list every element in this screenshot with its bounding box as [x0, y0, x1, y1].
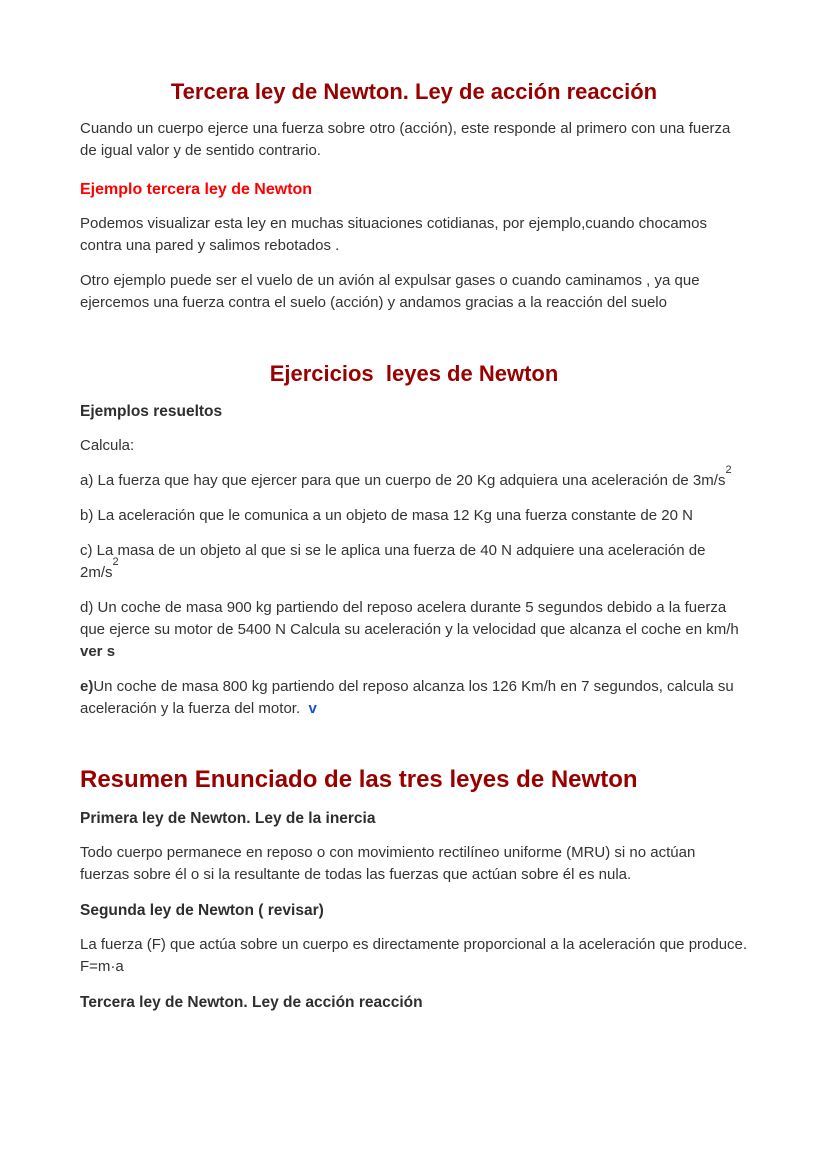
exercise-c-text: c) La masa de un objeto al que si se le aplica una fuerza de 40 N adquiere una aceleración de 2m/s [80, 542, 710, 581]
third-law-heading: Tercera ley de Newton. Ley de acción reacción [80, 994, 423, 1011]
exercise-item-a [80, 464, 748, 492]
summary-title: Resumen Enunciado de las tres leyes de Newton [80, 766, 638, 793]
exercise-item-e [80, 676, 748, 720]
see-solution-link-e[interactable]: v [308, 700, 317, 717]
exercise-item-b: b) La aceleración que le comunica a un objeto de masa 12 Kg una fuerza constante de 20 N [80, 507, 693, 524]
first-law-paragraph: Todo cuerpo permanece en reposo o con movimiento rectilíneo uniforme (MRU) si no actúan fuerzas sobre él o si la resultante de todas las fuerzas que actúan sobre él es nula. [80, 844, 700, 883]
main-title: Tercera ley de Newton. Ley de acción reacción [170, 79, 658, 104]
superscript-exponent: 2 [725, 464, 732, 476]
see-solution-link-d[interactable]: ver s [80, 643, 116, 660]
example-paragraph-1: Podemos visualizar esta ley en muchas situaciones cotidianas, por ejemplo,cuando chocamos contra una pared y salimos rebotados . [80, 215, 712, 254]
first-law-heading: Primera ley de Newton. Ley de la inercia [80, 810, 376, 827]
example-paragraph-2: Otro ejemplo puede ser el vuelo de un avión al expulsar gases o cuando caminamos , ya que ejercemos una fuerza contra el suelo (acción) y andamos gracias a la reacción del suelo [80, 272, 704, 311]
second-law-paragraph: La fuerza (F) que actúa sobre un cuerpo es directamente proporcional a la aceleración que produce. F=m·a [80, 936, 752, 975]
exercise-e-label: e) [80, 678, 94, 695]
superscript-exponent: 2 [112, 556, 119, 568]
intro-paragraph: Cuando un cuerpo ejerce una fuerza sobre otro (acción), este responde al primero con una fuerza de igual valor y de sentido contrario. [80, 120, 735, 159]
exercises-title: Ejercicios leyes de Newton [269, 361, 559, 386]
exercise-a-text: a) La fuerza que hay que ejercer para que un cuerpo de 20 Kg adquiera una aceleración de 3m/s [80, 472, 726, 489]
example-heading: Ejemplo tercera ley de Newton [80, 181, 313, 198]
calcula-label: Calcula: [80, 437, 135, 454]
solved-examples-heading: Ejemplos resueltos [80, 403, 223, 420]
exercise-e-text: Un coche de masa 800 kg partiendo del reposo alcanza los 126 Km/h en 7 segundos, calcula su aceleración y la fuerza del motor. [80, 678, 738, 717]
exercise-d-text: d) Un coche de masa 900 kg partiendo del reposo acelera durante 5 segundos debido a la fuerza que ejerce su motor de 5400 N Calcula su aceleración y la velocidad que alcanza el coche en km/h [80, 599, 743, 638]
exercise-item-d [80, 597, 748, 663]
second-law-heading: Segunda ley de Newton ( revisar) [80, 902, 324, 919]
exercise-item-c [80, 540, 748, 584]
